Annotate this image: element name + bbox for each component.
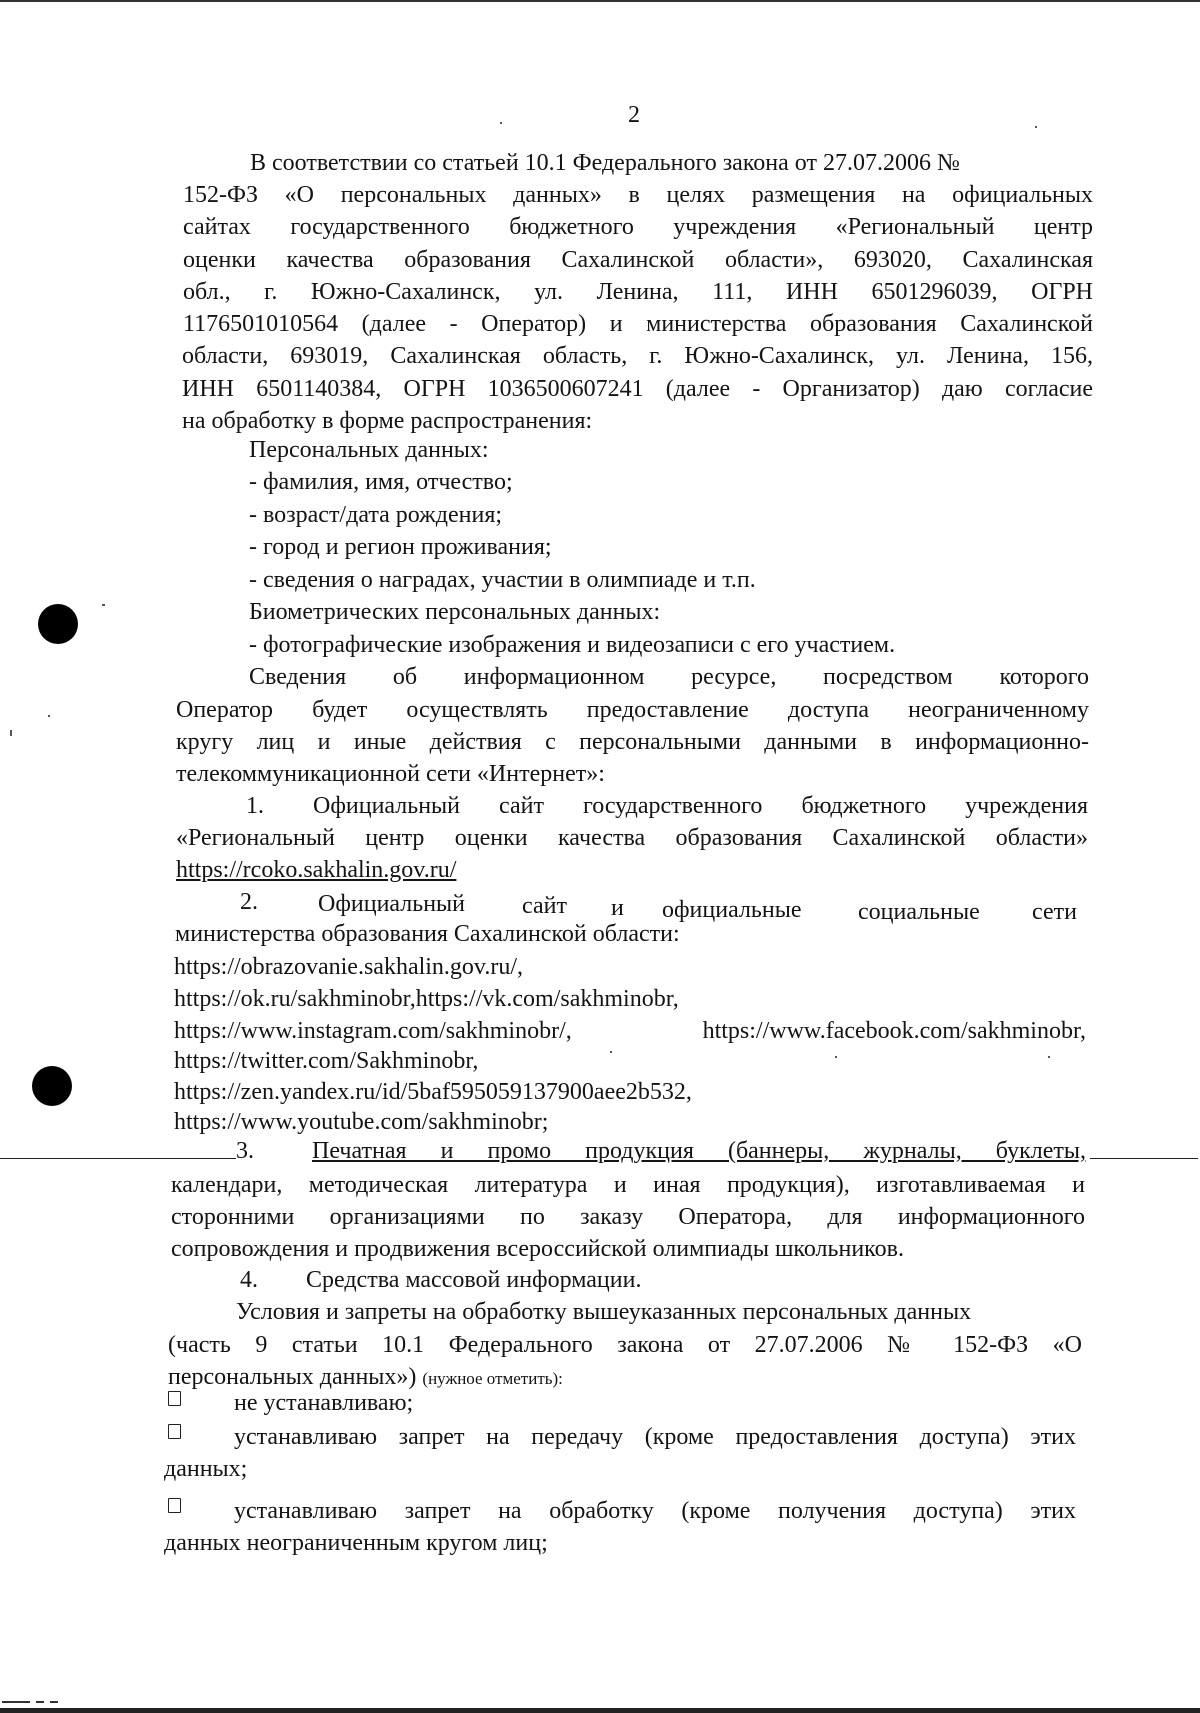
item4-text: Средства массовой информации. (306, 1267, 642, 1293)
intro-line: сайтах государственного бюджетного учреждения «Региональный центр (183, 214, 1093, 240)
item3-line: Печатная и промо продукция (баннеры, журналы, буклеты, (312, 1138, 1086, 1164)
scan-top-edge (0, 0, 1200, 2)
conditions-line: Условия и запреты на обработку вышеуказанных персональных данных (236, 1299, 972, 1325)
personal-data-item: - фамилия, имя, отчество; (249, 469, 513, 495)
item2-number: 2. (240, 889, 258, 915)
intro-line: области, 693019, Сахалинская область, г. Южно-Сахалинск, ул. Ленина, 156, (182, 343, 1093, 369)
item1-line: Официальный сайт государственного бюджетного учреждения (313, 793, 1088, 819)
biometric-heading: Биометрических персональных данных: (249, 599, 661, 625)
scan-speck (500, 122, 502, 124)
intro-line: на обработку в форме распространения: (182, 408, 593, 434)
scan-speck (835, 1056, 837, 1058)
intro-line: 1176501010564 (далее - Оператор) и министерства образования Сахалинской (183, 311, 1093, 337)
ministry-link[interactable]: https://twitter.com/Sakhminobr, (174, 1048, 479, 1074)
scan-dash (2, 1701, 30, 1703)
ministry-link[interactable]: https://www.youtube.com/sakhminobr; (174, 1109, 549, 1135)
option-processing-ban-cont: данных неограниченным кругом лиц; (164, 1530, 548, 1556)
ministry-link[interactable]: https://www.instagram.com/sakhminobr/, https://www.facebook.com/sakhminobr, (174, 1018, 1086, 1044)
item2-word: сети (1032, 899, 1077, 925)
binder-hole (32, 1066, 72, 1106)
conditions-line: (часть 9 статьи 10.1 Федерального закона от 27.07.2006 № 152-ФЗ «О (168, 1332, 1082, 1358)
intro-line: В соответствии со статьей 10.1 Федерального закона от 27.07.2006 № (250, 150, 960, 176)
page-number: 2 (628, 102, 640, 128)
item2-word: Официальный (318, 891, 466, 917)
ministry-link[interactable]: https://obrazovanie.sakhalin.gov.ru/, (174, 954, 524, 980)
option-processing-ban: устанавливаю запрет на обработку (кроме получения доступа) этих (234, 1498, 1076, 1524)
biometric-item: - фотографические изображения и видеозаписи с его участием. (249, 632, 896, 658)
item2-word: социальные (858, 899, 980, 925)
resource-line: Оператор будет осуществлять предоставление доступа неограниченному (176, 697, 1089, 723)
intro-line: оценки качества образования Сахалинской области», 693020, Сахалинская (183, 247, 1093, 273)
binder-hole (38, 604, 78, 644)
item1-number: 1. (246, 793, 264, 819)
scan-speck (610, 1051, 612, 1053)
scan-dash (50, 1701, 58, 1703)
resource-line: телекоммуникационной сети «Интернет»: (176, 761, 605, 787)
scan-dash (36, 1701, 44, 1703)
ministry-link[interactable]: https://zen.yandex.ru/id/5baf595059137900aee2b532, (174, 1079, 692, 1105)
item3-line: сопровождения и продвижения всероссийской олимпиады школьников. (171, 1236, 904, 1262)
scan-speck (1035, 126, 1037, 128)
intro-line: обл., г. Южно-Сахалинск, ул. Ленина, 111, ИНН 6501296039, ОГРН (183, 279, 1093, 305)
resource-line: кругу лиц и иные действия с персональными данными в информационно- (176, 729, 1089, 755)
option-transfer-ban: устанавливаю запрет на передачу (кроме предоставления доступа) этих (234, 1424, 1076, 1450)
scan-speck (10, 730, 12, 736)
item2-word: сайт (522, 893, 567, 919)
item2-word: и (611, 895, 624, 921)
item3-number: 3. (236, 1138, 254, 1164)
item3-line: календари, методическая литература и иная продукция), изготавливаемая и (171, 1172, 1085, 1198)
ministry-link[interactable]: https://ok.ru/sakhminobr,https://vk.com/sakhminobr, (174, 986, 679, 1012)
conditions-note: (нужное отметить): (422, 1369, 563, 1388)
item2-word: официальные (662, 897, 802, 923)
personal-data-item: - возраст/дата рождения; (249, 502, 503, 528)
rcoko-link[interactable]: https://rcoko.sakhalin.gov.ru/ (176, 857, 457, 883)
personal-data-item: - сведения о наградах, участии в олимпиаде и т.п. (249, 567, 756, 593)
intro-line: ИНН 6501140384, ОГРН 1036500607241 (далее - Организатор) даю согласие (182, 376, 1093, 402)
scan-speck (102, 604, 105, 606)
scan-speck (48, 715, 50, 717)
resource-line: Сведения об информационном ресурсе, посредством которого (249, 664, 1089, 690)
underline-rule (1090, 1158, 1198, 1159)
option-not-set: не устанавливаю; (234, 1390, 414, 1416)
item3-line: сторонними организациями по заказу Оператора, для информационного (171, 1204, 1085, 1230)
personal-data-heading: Персональных данных: (249, 437, 489, 463)
conditions-text: персональных данных») (168, 1364, 417, 1390)
option-checkbox-transfer-ban[interactable] (168, 1424, 181, 1439)
item2-line: министерства образования Сахалинской области: (175, 921, 680, 947)
intro-line: 152-ФЗ «О персональных данных» в целях размещения на официальных (183, 182, 1093, 208)
option-transfer-ban-cont: данных; (164, 1456, 248, 1482)
scan-bottom-edge (0, 1708, 1200, 1713)
underline-rule (0, 1158, 236, 1159)
option-checkbox-not-set[interactable] (168, 1391, 181, 1406)
scan-speck (1048, 1056, 1050, 1058)
item1-line: «Региональный центр оценки качества образования Сахалинской области» (176, 825, 1088, 851)
option-checkbox-processing-ban[interactable] (168, 1498, 181, 1513)
personal-data-item: - город и регион проживания; (249, 534, 552, 560)
item4-number: 4. (240, 1267, 258, 1293)
